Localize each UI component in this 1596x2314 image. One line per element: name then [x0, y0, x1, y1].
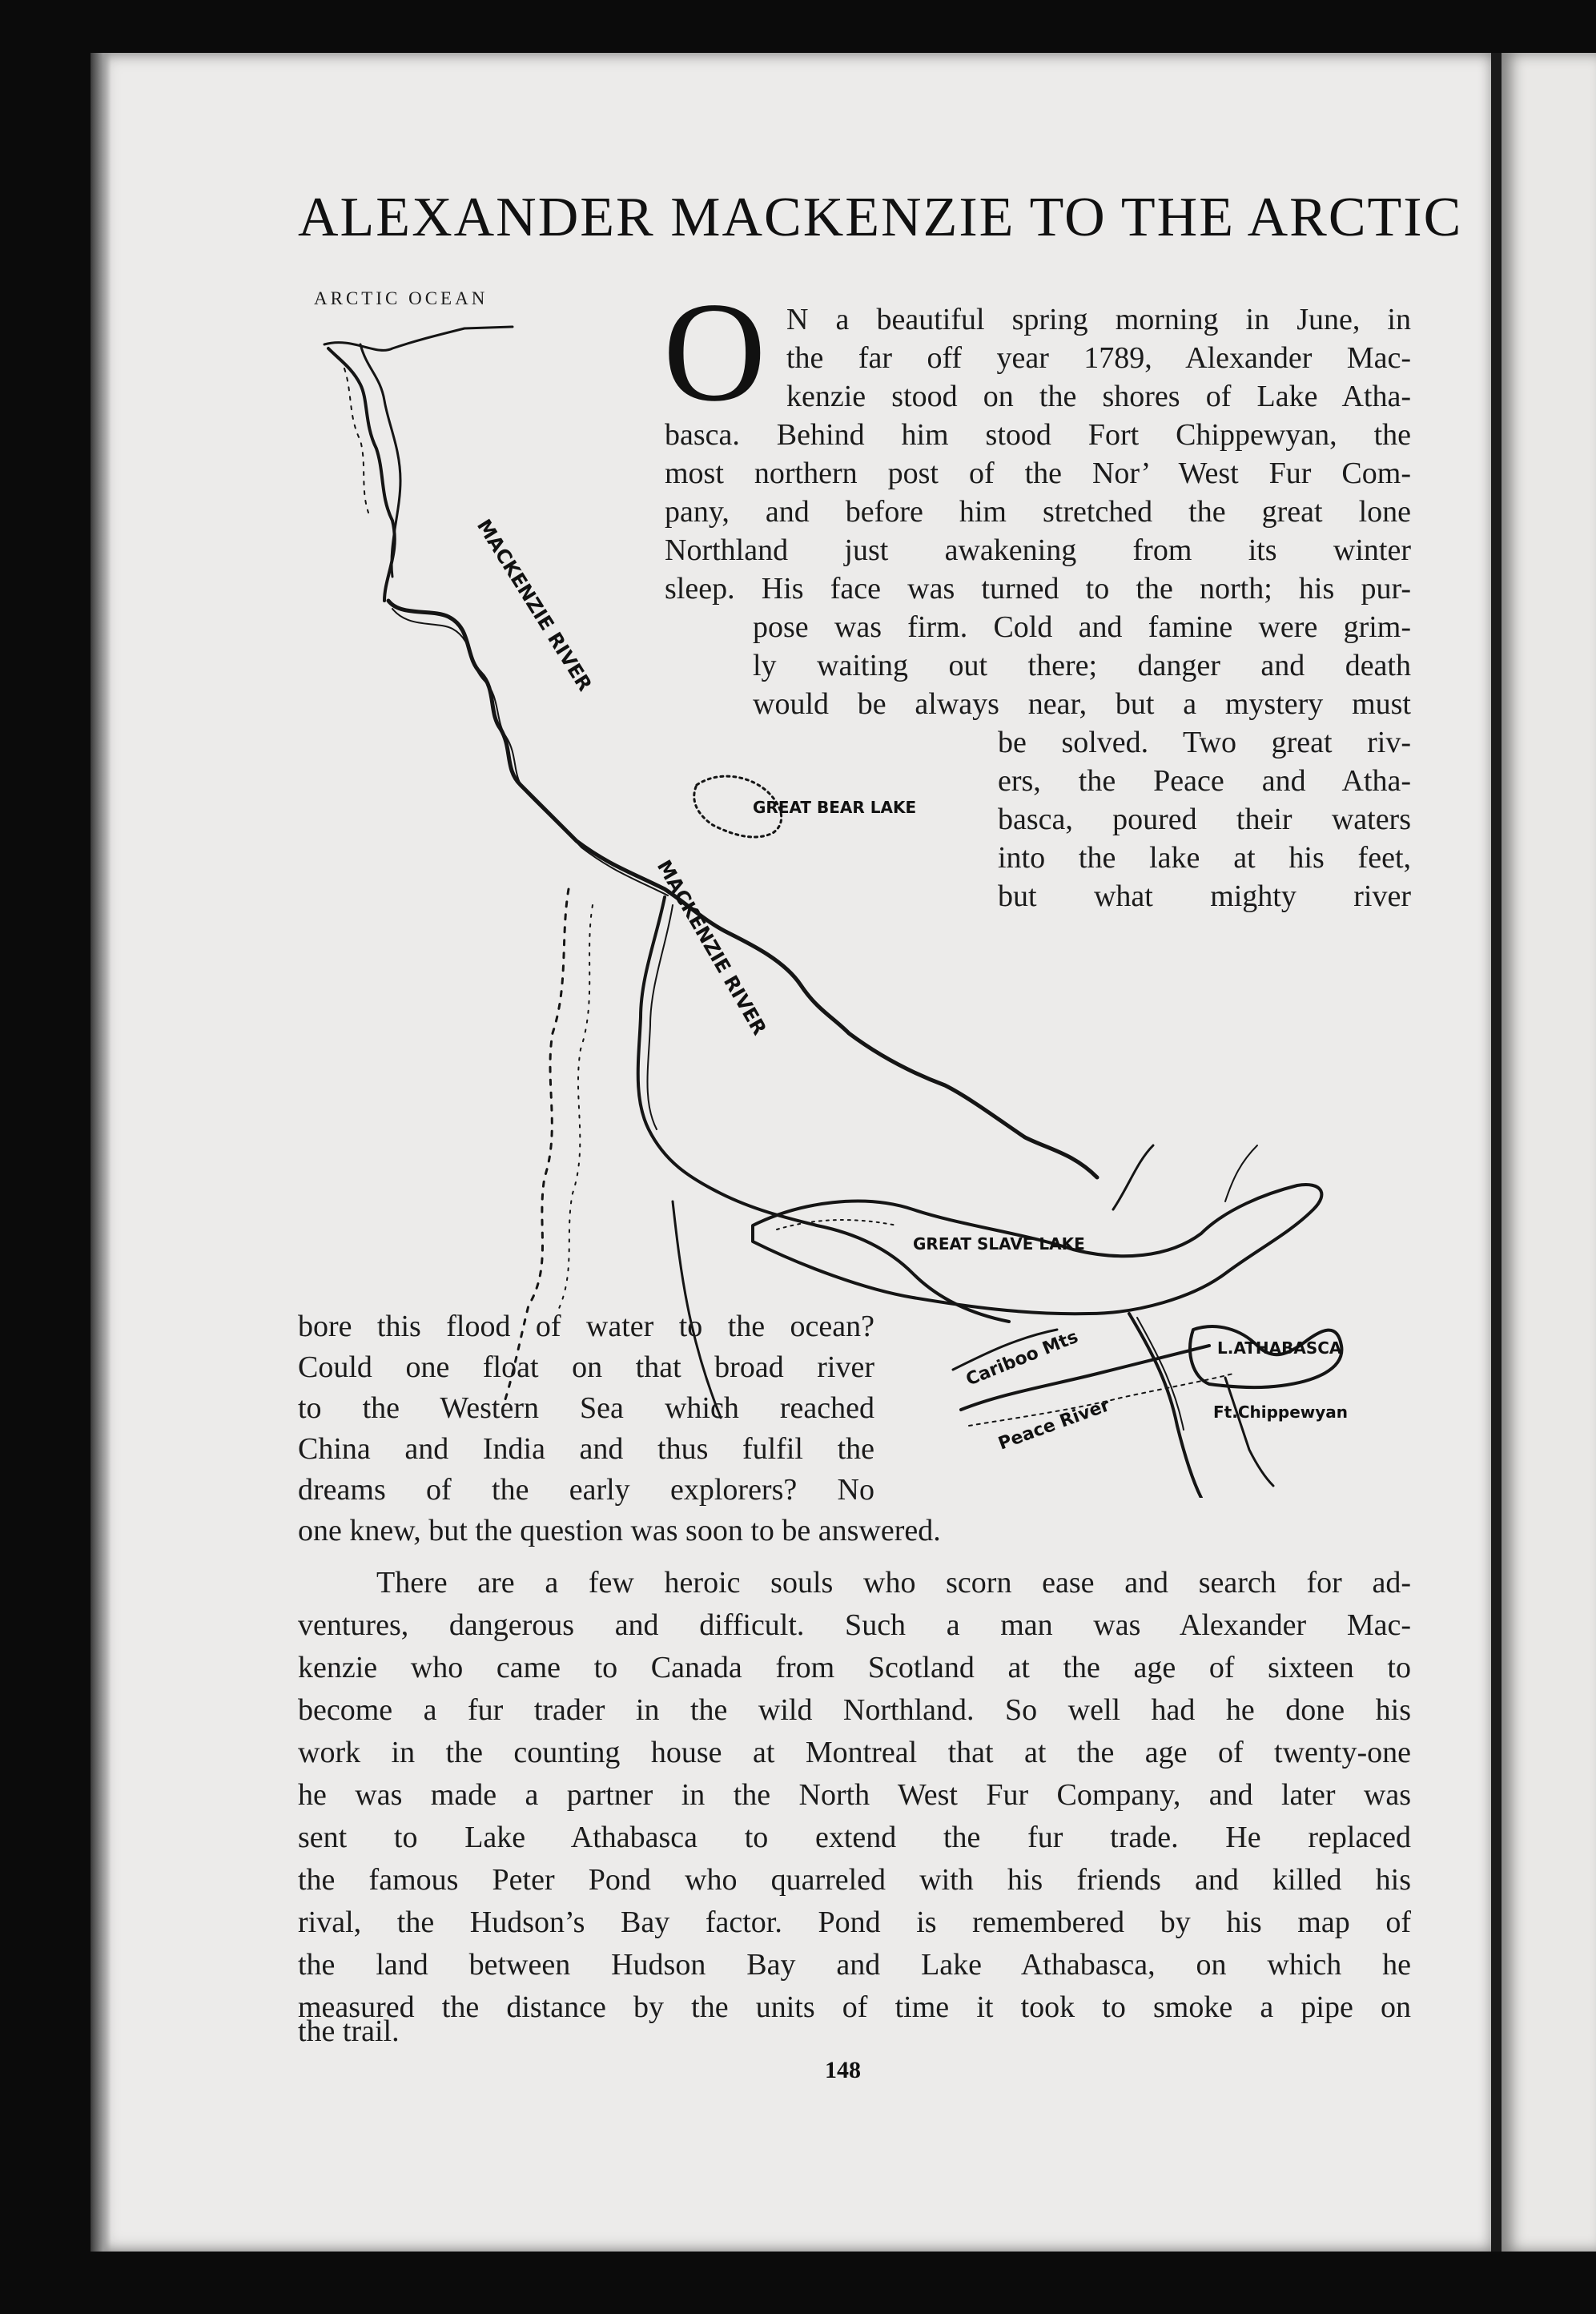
text-line: measured the distance by the units of time it took to smoke a pipe on	[298, 1990, 1411, 2024]
text-line: dreams of the early explorers? No	[298, 1473, 874, 1507]
text-line: would be always near, but a mystery must	[753, 687, 1411, 721]
text-line: Northland just awakening from its winter	[665, 533, 1411, 567]
map-label-caribou: Cariboo Mts	[963, 1326, 1081, 1390]
map-label-fort: Ft.Chippewyan	[1213, 1402, 1349, 1422]
text-line: N a beautiful spring morning in June, in	[786, 303, 1411, 336]
text-line: Could one float on that broad river	[298, 1350, 874, 1384]
text-line: be solved. Two great riv-	[998, 726, 1411, 759]
text-line: sleep. His face was turned to the north; his pur-	[665, 572, 1411, 606]
text-line: the trail.	[298, 2014, 400, 2048]
athabasca-map-inset	[937, 1298, 1385, 1490]
map-ocean-label: ARCTIC OCEAN	[314, 288, 488, 308]
facing-page-edge	[1502, 53, 1596, 2252]
text-line: one knew, but the question was soon to be answered.	[298, 1514, 941, 1547]
text-line: most northern post of the Nor’ West Fur Com-	[665, 457, 1411, 490]
map-label-great-bear: GREAT BEAR LAKE	[753, 798, 917, 817]
text-line: the land between Hudson Bay and Lake Athabasca, on which he	[298, 1948, 1411, 1982]
map-label-mackenzie-river-2: MACKENZIE RIVER	[652, 856, 771, 1039]
text-line: bore this flood of water to the ocean?	[298, 1310, 874, 1343]
text-line: into the lake at his feet,	[998, 841, 1411, 875]
text-line: pose was firm. Cold and famine were grim-	[753, 610, 1411, 644]
text-line: the famous Peter Pond who quarreled with his friends and killed his	[298, 1863, 1411, 1897]
text-line: he was made a partner in the North West Fur Company, and later was	[298, 1778, 1411, 1812]
text-line: There are a few heroic souls who scorn ease and search for ad-	[376, 1566, 1411, 1600]
page-number: 148	[825, 2057, 861, 2083]
text-line: kenzie who came to Canada from Scotland at the age of sixteen to	[298, 1651, 1411, 1684]
text-line: basca, poured their waters	[998, 803, 1411, 836]
text-line: but what mighty river	[998, 879, 1411, 913]
text-line: sent to Lake Athabasca to extend the fur trade. He replaced	[298, 1821, 1411, 1854]
drop-cap: O	[663, 272, 766, 431]
text-line: kenzie stood on the shores of Lake Atha-	[786, 380, 1411, 413]
text-line: pany, and before him stretched the great lone	[665, 495, 1411, 529]
text-line: ly waiting out there; danger and death	[753, 649, 1411, 682]
text-line: become a fur trader in the wild Northland. So well had he done his	[298, 1693, 1411, 1727]
text-line: work in the counting house at Montreal that at the age of twenty-one	[298, 1736, 1411, 1769]
page-spine-shadow	[90, 53, 111, 2252]
map-label-peace: Peace River	[995, 1395, 1113, 1455]
text-line: the far off year 1789, Alexander Mac-	[786, 341, 1411, 375]
map-label-athabasca: L.ATHABASCA	[1217, 1338, 1342, 1358]
text-line: rival, the Hudson’s Bay factor. Pond is remembered by his map of	[298, 1906, 1411, 1939]
text-line: ventures, dangerous and difficult. Such a man was Alexander Mac-	[298, 1608, 1411, 1642]
page-gutter	[1491, 53, 1502, 2252]
text-line: to the Western Sea which reached	[298, 1391, 874, 1425]
map-label-mackenzie-river-1: MACKENZIE RIVER	[472, 515, 597, 695]
text-line: China and India and thus fulfil the	[298, 1432, 874, 1466]
text-line: basca. Behind him stood Fort Chippewyan, the	[665, 418, 1411, 452]
text-line: ers, the Peace and Atha-	[998, 764, 1411, 798]
chapter-title: ALEXANDER MACKENZIE TO THE ARCTIC	[298, 187, 1463, 248]
map-label-great-slave: GREAT SLAVE LAKE	[913, 1234, 1085, 1254]
